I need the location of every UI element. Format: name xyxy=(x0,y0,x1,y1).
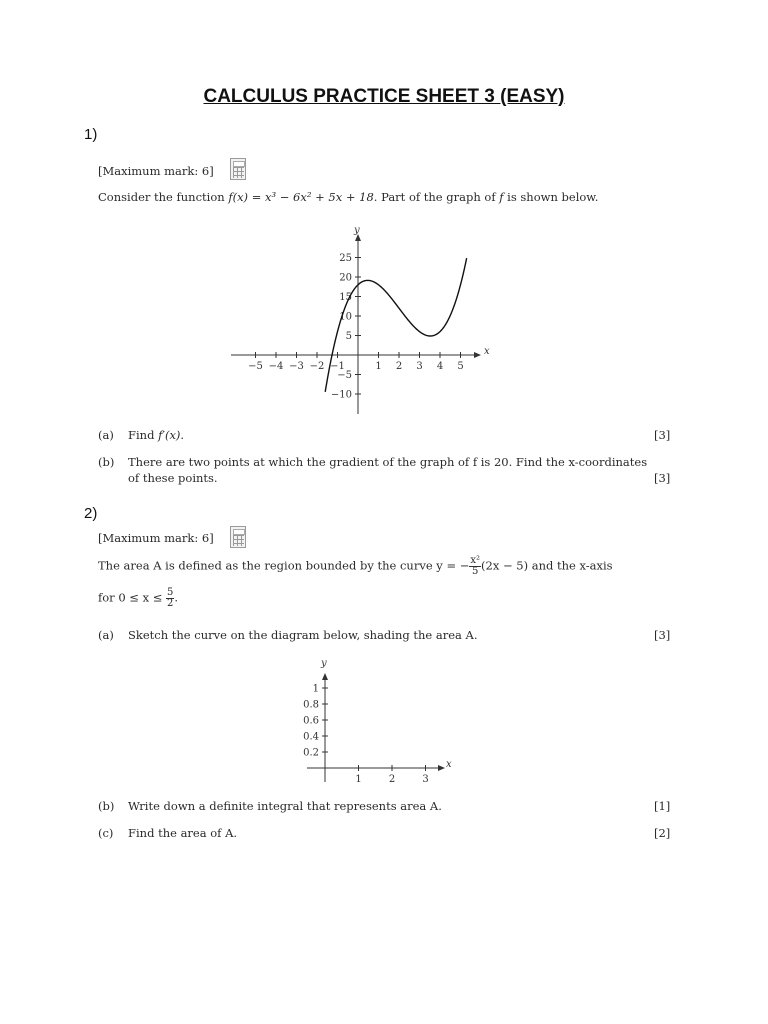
q1-part-b-line1: There are two points at which the gradient of the graph of f is 20. Find the x-coordinates xyxy=(128,455,648,469)
q2-max-mark: [Maximum mark: 6] xyxy=(98,531,214,545)
x-tick-label: −1 xyxy=(330,361,345,372)
y-tick-label: 5 xyxy=(345,331,352,342)
q1-part-a-mark: [3] xyxy=(654,428,671,442)
x-axis-label: x xyxy=(446,759,452,770)
x-tick-label: 1 xyxy=(355,774,362,785)
y-axis-arrow xyxy=(322,673,328,680)
x-tick-label: 1 xyxy=(375,361,382,372)
y-tick-label: −10 xyxy=(330,389,352,401)
q1-part-b-label: (b) xyxy=(98,455,115,469)
x-tick-label: 2 xyxy=(388,774,396,785)
q2-part-b-mark: [1] xyxy=(654,799,671,813)
y-tick-label: 20 xyxy=(339,272,352,284)
q2-part-b-label: (b) xyxy=(98,799,115,813)
x-tick-label: −4 xyxy=(268,361,284,372)
y-tick-label: 0.2 xyxy=(303,747,319,759)
q1-part-a-label: (a) xyxy=(98,428,114,442)
y-tick-label: 25 xyxy=(339,253,352,264)
x-axis-label: x xyxy=(484,346,490,357)
q2-intro-line2: for 0 ≤ x ≤ $\frac{5}{2}$ . xyxy=(98,587,179,609)
q1-part-a-text: Find f′(x). xyxy=(128,428,185,442)
q1-intro: Consider the function f(x) = x³ − 6x² + 5x + 18. Part of the graph of f is shown below. xyxy=(98,190,599,204)
question-1-number: 1) xyxy=(84,126,98,143)
graph-1-cubic xyxy=(225,222,505,422)
calculator-icon xyxy=(230,158,246,180)
y-tick-label: 15 xyxy=(339,292,352,303)
y-tick-label: −5 xyxy=(337,370,352,381)
calculator-icon xyxy=(230,526,246,548)
q2-intro-line1: The area A is defined as the region bounded by the curve y = − $\frac{\text{x²}}{5}$ (2x − 5) and the x-axis xyxy=(98,555,613,577)
x-tick-label: −2 xyxy=(309,361,325,372)
y-axis-label: y xyxy=(354,225,360,236)
x-tick-label: 2 xyxy=(395,361,403,372)
q2-part-a-text: Sketch the curve on the diagram below, shading the area A. xyxy=(128,628,478,642)
q2-part-b-text: Write down a definite integral that represents area A. xyxy=(128,799,442,813)
x-tick-label: 4 xyxy=(436,361,444,372)
x-tick-label: −3 xyxy=(289,361,304,372)
y-tick-label: 1 xyxy=(312,683,319,695)
y-axis-label: y xyxy=(321,658,327,669)
q2-part-c-mark: [2] xyxy=(654,826,671,840)
x-axis-arrow xyxy=(474,352,481,358)
q2-part-a-mark: [3] xyxy=(654,628,671,642)
x-tick-label: 5 xyxy=(457,361,464,372)
y-tick-label: 0.4 xyxy=(303,731,319,743)
x-tick-label: −5 xyxy=(248,361,263,372)
q1-part-b-line2: of these points. xyxy=(128,471,218,485)
y-tick-label: 0.6 xyxy=(303,715,319,727)
q2-part-a-label: (a) xyxy=(98,628,114,642)
x-axis-arrow xyxy=(438,765,445,771)
graph-2-blank-axes xyxy=(295,652,465,786)
y-tick-label: 10 xyxy=(339,311,352,323)
x-tick-label: 3 xyxy=(416,361,423,372)
page-title: CALCULUS PRACTICE SHEET 3 (EASY) xyxy=(203,86,565,107)
q1-part-b-mark: [3] xyxy=(654,471,671,485)
q1-max-mark: [Maximum mark: 6] xyxy=(98,164,214,178)
y-tick-label: 0.8 xyxy=(303,699,319,711)
question-2-number: 2) xyxy=(84,505,98,522)
x-tick-label: 3 xyxy=(422,774,429,785)
q2-part-c-text: Find the area of A. xyxy=(128,826,238,840)
q2-part-c-label: (c) xyxy=(98,826,114,840)
